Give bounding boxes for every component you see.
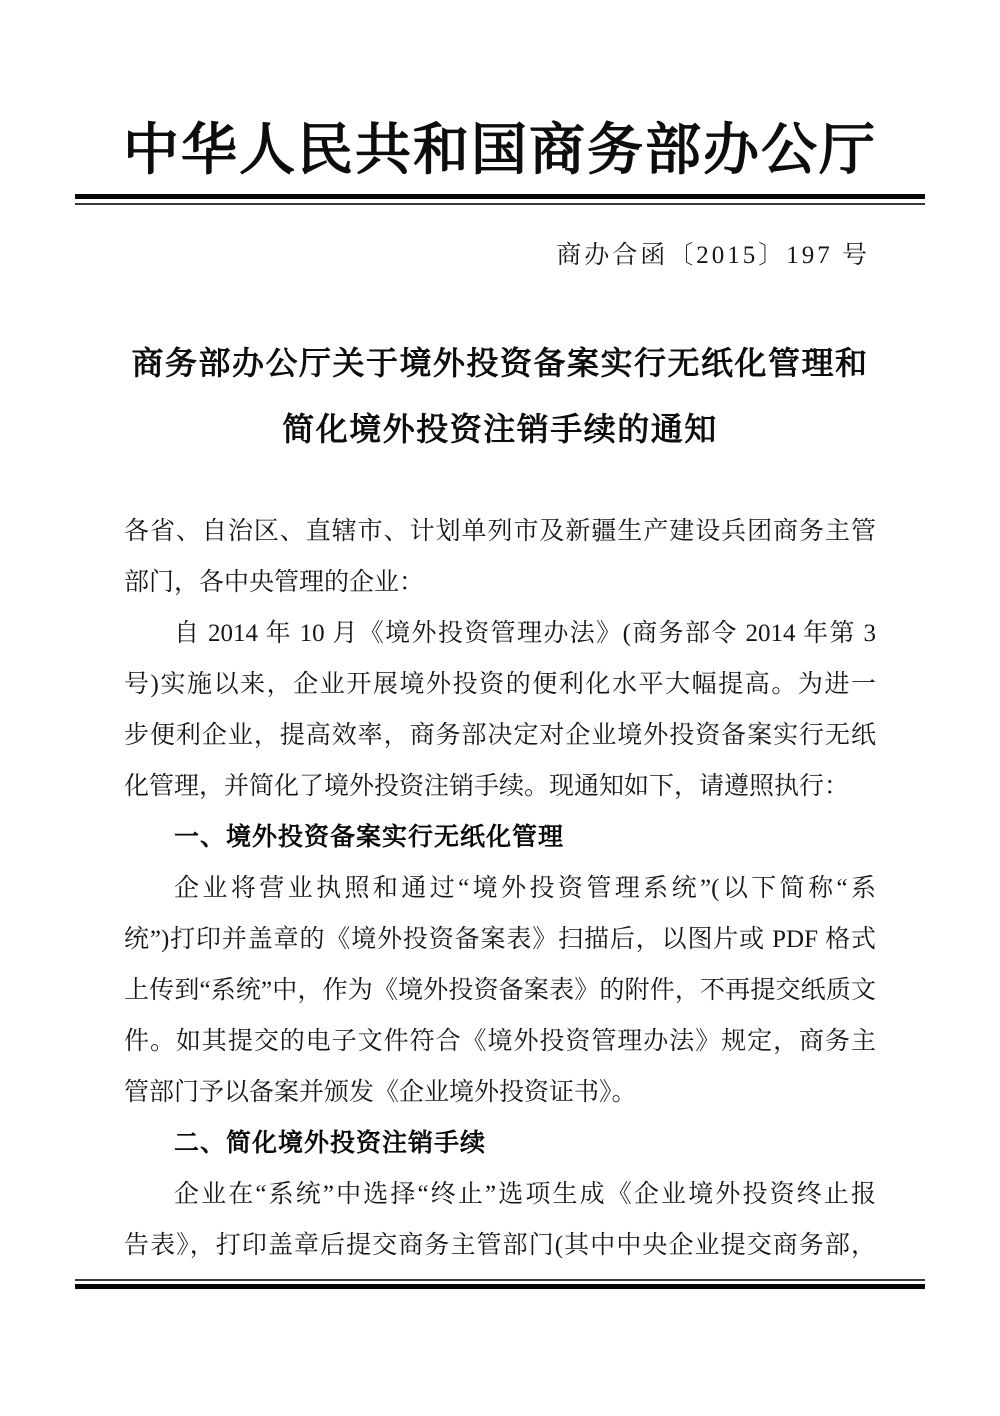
- masthead-rule-thin: [75, 203, 925, 205]
- document-body: [124, 506, 876, 1271]
- section-heading: 一、境外投资备案实行无纸化管理: [174, 823, 565, 851]
- agency-masthead-title: 中华人民共和国商务部办公厅: [123, 120, 877, 182]
- document-reference-number: 商办合函〔2015〕197 号: [556, 242, 870, 269]
- footer-rule-thick: [75, 1284, 925, 1289]
- body-line: 告表》，打印盖章后提交商务主管部门(其中中央企业提交商务部，: [124, 1232, 876, 1259]
- body-line: 企业在“系统”中选择“终止”选项生成《企业境外投资终止报: [174, 1181, 876, 1208]
- body-line: 统”)打印并盖章的《境外投资备案表》扫描后，以图片或 PDF 格式: [124, 926, 876, 953]
- body-line: 号)实施以来，企业开展境外投资的便利化水平大幅提高。为进一: [124, 671, 876, 698]
- body-line: 企业将营业执照和通过“境外投资管理系统”(以下简称“系: [174, 875, 876, 902]
- masthead-double-rule: [75, 194, 925, 205]
- body-line: 部门，各中央管理的企业：: [124, 569, 425, 596]
- body-line: 各省、自治区、直辖市、计划单列市及新疆生产建设兵团商务主管: [124, 518, 876, 545]
- body-line: 管部门予以备案并颁发《企业境外投资证书》。: [124, 1079, 637, 1106]
- document-title-line1: 商务部办公厅关于境外投资备案实行无纸化管理和: [131, 345, 869, 381]
- footer-rule-thin: [75, 1279, 925, 1281]
- body-line: 化管理，并简化了境外投资注销手续。现通知如下，请遵照执行：: [124, 773, 850, 800]
- footer-double-rule: [75, 1279, 925, 1289]
- body-line: 上传到“系统”中，作为《境外投资备案表》的附件，不再提交纸质文: [124, 977, 876, 1004]
- section-heading: 二、简化境外投资注销手续: [174, 1129, 487, 1157]
- masthead-rule-thick: [75, 194, 925, 199]
- document-title-line2: 简化境外投资注销手续的通知: [282, 411, 718, 447]
- body-line: 件。如其提交的电子文件符合《境外投资管理办法》规定，商务主: [124, 1028, 876, 1055]
- body-line: 步便利企业，提高效率，商务部决定对企业境外投资备案实行无纸: [124, 722, 876, 749]
- document-title: [0, 330, 1000, 462]
- body-line: 自 2014 年 10 月《境外投资管理办法》(商务部令 2014 年第 3: [174, 620, 876, 647]
